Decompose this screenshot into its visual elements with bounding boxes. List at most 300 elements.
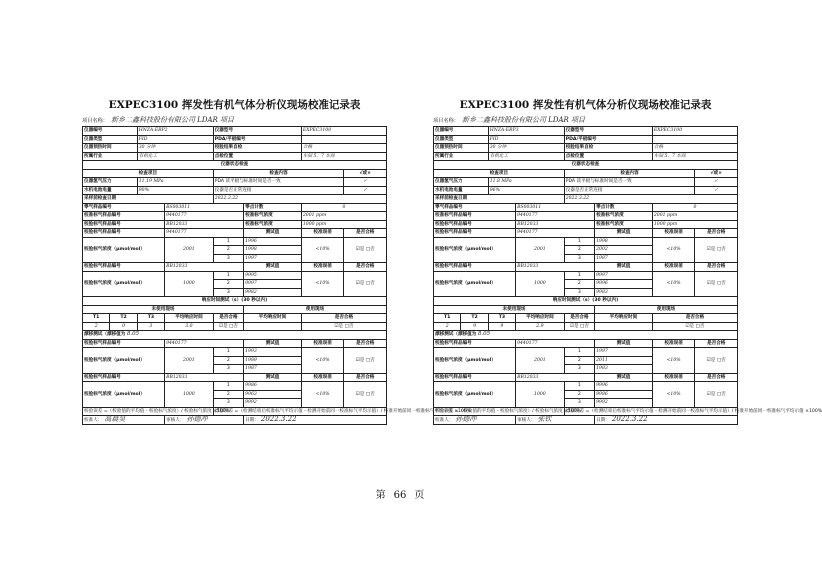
table-row — [434, 263, 738, 272]
field-value: 1000 ppm — [652, 220, 737, 229]
pass-checkbox: ☑是 □否 — [344, 348, 387, 374]
field-value: BS003011 — [165, 203, 244, 212]
resp-avg: 2.9 — [516, 322, 565, 331]
table-row — [83, 203, 387, 212]
resp-value — [595, 322, 653, 331]
resp-value: 0 — [110, 322, 137, 331]
drift-label: 漂移测试（漂移值为 — [435, 332, 477, 338]
project-value: 新乡二鑫科技股份有限公司 LDAR 项目 — [461, 116, 585, 124]
field-value: 9440177 — [516, 339, 595, 348]
drift-formula: 漂移误差 =（检测结束后校准标气平均示值 - 检测开始前同一校准标气平均示值）/ 校准开始前同一校准标气平均示值 ×100% — [565, 408, 822, 414]
field-label: 校验标气样品编号 — [83, 263, 165, 272]
table-row — [434, 152, 738, 161]
table-row — [434, 322, 738, 331]
table-row — [434, 135, 738, 144]
row-index: 1 — [213, 237, 243, 246]
field-value: 1000 — [165, 271, 214, 297]
measured-value: 1987 — [595, 254, 653, 263]
column-header: 检查项目 — [83, 169, 214, 178]
table-row — [83, 220, 387, 229]
error-value: <10% — [301, 271, 344, 297]
calibrator-signature: 孙德冲 — [455, 415, 477, 423]
column-header: 是否合格 — [652, 314, 737, 323]
calibrator-label: 校准人： — [84, 418, 103, 423]
measured-value: 9963 — [244, 390, 302, 399]
column-header: 检查内容 — [564, 169, 695, 178]
field-value: 96% — [488, 186, 564, 195]
field-value: 合格 — [301, 144, 386, 153]
date-cell — [244, 416, 387, 425]
column-header: 校准误差 — [301, 229, 344, 238]
table-row — [434, 407, 738, 416]
field-label: 仪器是否正常连接 — [564, 186, 695, 195]
field-value: BB12033 — [516, 373, 595, 382]
table-row — [83, 186, 387, 195]
drift-label: 漂移测试（漂移值为 — [84, 332, 126, 338]
row-index: 3 — [564, 399, 594, 408]
field-value: HNZA-EBP2 — [137, 127, 213, 136]
table-row — [434, 237, 738, 246]
row-index: 1 — [213, 271, 243, 280]
column-header: 校准误差 — [652, 263, 695, 272]
field-value: 合格 — [652, 144, 737, 153]
field-value: 2001 — [165, 348, 214, 374]
measured-value: 9996 — [595, 280, 653, 289]
table-row — [83, 331, 387, 340]
field-label: 所属行业 — [434, 152, 489, 161]
column-header: 校准误差 — [652, 339, 695, 348]
measured-value: 1993 — [244, 348, 302, 357]
field-value: 9440177 — [516, 212, 595, 221]
field-label: 校验标气浓度（μmol/mol） — [83, 382, 165, 408]
table-row — [83, 348, 387, 357]
measured-value: 9992 — [244, 399, 302, 408]
error-value: <10% — [301, 382, 344, 408]
table-row — [83, 169, 387, 178]
column-header: 校准误差 — [301, 263, 344, 272]
row-index: 2 — [213, 246, 243, 255]
reviewer-cell — [516, 416, 595, 425]
field-value: 2001 — [516, 237, 565, 263]
date-value: 2022.3.22 — [260, 415, 297, 423]
check-mark-icon: ✓ — [344, 178, 387, 187]
measured-value: 9986 — [244, 382, 302, 391]
row-index: 1 — [564, 348, 594, 357]
column-header: T1 — [83, 314, 110, 323]
field-label: 校验标气样品编号 — [434, 339, 516, 348]
row-index: 1 — [564, 237, 594, 246]
field-label: 仪器编号 — [83, 127, 138, 136]
pass-checkbox: ☑是 □否 — [652, 322, 737, 331]
field-value: 2022.3.22 — [564, 195, 737, 204]
calibrator-cell — [83, 416, 165, 425]
measured-value: 2002 — [595, 246, 653, 255]
column-header: 是否合格 — [695, 373, 738, 382]
field-label: 校验标气样品编号 — [83, 220, 165, 229]
table-row — [434, 348, 738, 357]
column-header: 测试值 — [595, 373, 653, 382]
page-prefix: 第 — [375, 490, 386, 501]
column-header: 测试值 — [244, 373, 302, 382]
calibration-sheet-1 — [82, 97, 472, 425]
field-label: 校准标气浓度 — [244, 220, 302, 229]
field-label: 校验标气浓度（μmol/mol） — [434, 348, 516, 374]
column-header: 平均响应时间 — [165, 314, 214, 323]
column-header: 平均响应时间 — [244, 314, 302, 323]
field-label: 校验标气样品编号 — [434, 229, 516, 238]
table-row — [83, 314, 387, 323]
measured-value: 9996 — [595, 382, 653, 391]
column-header: √或× — [695, 169, 738, 178]
field-label: 仪器氢气压力 — [434, 178, 489, 187]
table-row — [83, 373, 387, 382]
pass-checkbox: ☑是 □否 — [213, 322, 243, 331]
column-header: 平均响应时间 — [595, 314, 653, 323]
project-line — [433, 115, 738, 125]
table-row — [83, 212, 387, 221]
row-index: 2 — [564, 356, 594, 365]
table-row — [434, 382, 738, 391]
pass-checkbox: ☑是 □否 — [695, 271, 738, 297]
reviewer-signature: 孙德冲 — [186, 415, 208, 423]
row-index: 2 — [213, 280, 243, 289]
field-value: HNZA-EBP3 — [488, 127, 564, 136]
table-row — [434, 373, 738, 382]
field-label: PDA 读平板与标准时间是否一致 — [564, 178, 695, 187]
field-value: 0 — [652, 203, 737, 212]
row-index: 1 — [564, 382, 594, 391]
calibration-table — [433, 126, 822, 425]
field-value: BB12033 — [516, 220, 595, 229]
pass-checkbox: ☑是 □否 — [695, 348, 738, 374]
table-row — [434, 314, 738, 323]
table-row — [434, 178, 738, 187]
field-label: 仪器预热时间 — [83, 144, 138, 153]
check-formula: 校验误差 =（校验值的平均值 - 校验标气浓度）/ 校验标气浓度 ×100% — [84, 408, 231, 414]
field-value: 1000 — [516, 382, 565, 408]
date-value: 2022.3.22 — [611, 415, 648, 423]
column-header: 测试值 — [244, 229, 302, 238]
field-label: 校验标气样品编号 — [83, 373, 165, 382]
table-row — [434, 203, 738, 212]
row-index: 1 — [213, 348, 243, 357]
table-row — [83, 152, 387, 161]
row-index: 1 — [564, 271, 594, 280]
page-suffix: 页 — [414, 490, 425, 501]
column-header: 测试值 — [244, 339, 302, 348]
measured-value: 9982 — [244, 288, 302, 297]
column-header: 校准误差 — [652, 229, 695, 238]
error-value: <10% — [652, 382, 695, 408]
field-label: 校准标气浓度 — [244, 212, 302, 221]
field-label: 采样前检查日期 — [434, 195, 565, 204]
field-label: PDA 读平板与标准时间是否一致 — [213, 178, 344, 187]
column-header: T3 — [488, 314, 515, 323]
field-label: 校验标气样品编号 — [83, 339, 165, 348]
reviewer-label: 审核人： — [166, 418, 185, 423]
project-value: 新乡二鑫科技股份有限公司 LDAR 项目 — [110, 116, 234, 124]
project-line — [82, 115, 387, 125]
field-value: 2001 ppm — [301, 212, 386, 221]
column-header: 未使用现场 — [434, 305, 595, 314]
field-value: 9440177 — [516, 229, 595, 238]
field-label: 仪器氢气压力 — [83, 178, 138, 187]
column-header: 测试值 — [595, 339, 653, 348]
sheet-title: EXPEC3100 挥发性有机气体分析仪现场校准记录表 — [108, 99, 361, 111]
row-index: 2 — [564, 246, 594, 255]
measured-value: 1998 — [244, 246, 302, 255]
column-header: 测试值 — [244, 263, 302, 272]
field-label: 仪器类型 — [434, 135, 489, 144]
table-row — [434, 144, 738, 153]
field-label: 校准标气样品编号 — [83, 212, 165, 221]
calibration-table — [82, 126, 472, 425]
field-label: 校验标气浓度（μmol/mol） — [434, 271, 516, 297]
check-mark-icon: ✓ — [695, 178, 738, 187]
column-header: √或× — [344, 169, 387, 178]
resp-value: 2 — [434, 322, 461, 331]
field-label: 仪器型号 — [564, 127, 652, 136]
pass-checkbox: ☑是 □否 — [695, 237, 738, 263]
table-row — [83, 339, 387, 348]
reviewer-signature: 张钦 — [537, 415, 552, 423]
date-cell — [595, 416, 738, 425]
error-value: <10% — [652, 271, 695, 297]
row-index: 2 — [213, 390, 243, 399]
field-label: 校验结果自检 — [213, 144, 301, 153]
field-label: 零点计数 — [244, 203, 302, 212]
table-row — [83, 271, 387, 280]
calibrator-cell — [434, 416, 516, 425]
page-num: 66 — [393, 490, 407, 501]
column-header: T1 — [434, 314, 461, 323]
field-label: 仪器类型 — [83, 135, 138, 144]
table-row — [434, 229, 738, 238]
resp-value: 9 — [488, 322, 515, 331]
field-value: 1000 ppm — [301, 220, 386, 229]
field-value: 9440177 — [165, 339, 244, 348]
field-label: 点检位置 — [213, 152, 301, 161]
measured-value: 9995 — [244, 271, 302, 280]
table-row — [434, 169, 738, 178]
field-value — [652, 135, 737, 144]
column-header: T3 — [137, 314, 164, 323]
field-value: 2001 — [165, 237, 214, 263]
measured-value: 1997 — [244, 254, 302, 263]
table-row — [83, 237, 387, 246]
table-row — [83, 178, 387, 187]
drift-formula: 漂移误差 =（检测结束后校准标气平均示值 - 检测开始前同一校准标气平均示值）/ 校准开始前同一校准标气平均示值 ×100% — [214, 408, 472, 414]
project-label: 项目名称： — [82, 118, 108, 124]
column-header: 校准误差 — [301, 373, 344, 382]
column-header: 检查内容 — [213, 169, 344, 178]
column-header: 校准误差 — [652, 373, 695, 382]
table-row — [83, 407, 387, 416]
table-row — [83, 135, 387, 144]
column-header: 是否合格 — [695, 229, 738, 238]
field-value: FID — [137, 135, 213, 144]
row-index: 3 — [213, 365, 243, 374]
field-label: 校验标气浓度（μmol/mol） — [83, 237, 165, 263]
field-label: 校验标气样品编号 — [434, 263, 516, 272]
table-row — [83, 416, 387, 425]
table-row — [434, 339, 738, 348]
measured-value: 9992 — [595, 399, 653, 408]
column-header: 校准误差 — [301, 339, 344, 348]
field-value: 车间 5、7 车间 — [301, 152, 386, 161]
pass-checkbox: ☑是 □否 — [344, 382, 387, 408]
field-value: 2022.3.22 — [213, 195, 386, 204]
column-header: 是否合格 — [564, 314, 594, 323]
error-value: <10% — [301, 348, 344, 374]
column-header: 是否合格 — [344, 373, 387, 382]
table-row — [434, 297, 738, 306]
column-header: 平均响应时间 — [516, 314, 565, 323]
field-value: 1000 — [516, 271, 565, 297]
field-value: BB12033 — [165, 220, 244, 229]
field-label: 校验标气浓度（μmol/mol） — [434, 237, 516, 263]
section-header: 响应时间测试（s）(30 秒以内) — [434, 297, 738, 306]
column-header: 是否合格 — [695, 339, 738, 348]
field-label: 校验标气浓度（μmol/mol） — [83, 348, 165, 374]
field-value: 有机化工 — [488, 152, 564, 161]
section-header: 仪器状态检查 — [434, 161, 738, 170]
date-label: 日期： — [245, 418, 259, 423]
field-value: 30 分钟 — [137, 144, 213, 153]
pass-checkbox: ☑是 □否 — [344, 271, 387, 297]
table-row — [434, 416, 738, 425]
column-header: 使用现场 — [244, 305, 387, 314]
table-row — [434, 186, 738, 195]
table-row — [434, 331, 738, 340]
pass-checkbox: ☑是 □否 — [344, 237, 387, 263]
project-label: 项目名称： — [433, 118, 459, 124]
field-value: EXPEC3100 — [652, 127, 737, 136]
drift-value: 8.05 — [126, 331, 140, 338]
row-index: 2 — [564, 390, 594, 399]
table-row — [434, 195, 738, 204]
field-label: 零气样品编号 — [83, 203, 165, 212]
field-value: 11.19 MPa — [137, 178, 213, 187]
row-index: 3 — [213, 399, 243, 408]
row-index: 3 — [213, 254, 243, 263]
section-header: 仪器状态检查 — [83, 161, 387, 170]
row-index: 3 — [564, 365, 594, 374]
measured-value: 2011 — [595, 356, 653, 365]
field-value: 车间 5、7 车间 — [652, 152, 737, 161]
sheet-title: EXPEC3100 挥发性有机气体分析仪现场校准记录表 — [459, 99, 712, 111]
field-value: 0 — [301, 203, 386, 212]
field-value: BB12033 — [165, 373, 244, 382]
drift-value: 8.05 — [477, 331, 491, 338]
resp-value — [244, 322, 302, 331]
column-header: 是否合格 — [344, 339, 387, 348]
column-header: 是否合格 — [344, 263, 387, 272]
reviewer-cell — [165, 416, 244, 425]
field-label: 零气样品编号 — [434, 203, 516, 212]
row-index: 3 — [213, 288, 243, 297]
column-header: T2 — [461, 314, 488, 323]
table-row — [83, 297, 387, 306]
field-value: 2001 ppm — [652, 212, 737, 221]
field-label: 校验标气样品编号 — [83, 229, 165, 238]
table-row — [83, 229, 387, 238]
calibration-sheet-2 — [433, 97, 822, 425]
column-header: 是否合格 — [301, 314, 386, 323]
field-label: 校验标气浓度（μmol/mol） — [434, 382, 516, 408]
row-index: 1 — [213, 382, 243, 391]
table-row — [83, 144, 387, 153]
field-value: 9440177 — [165, 229, 244, 238]
measured-value: 9997 — [595, 271, 653, 280]
column-header: 测试值 — [595, 229, 653, 238]
error-value: <10% — [301, 237, 344, 263]
table-row — [83, 263, 387, 272]
row-index: 3 — [564, 254, 594, 263]
table-row — [434, 127, 738, 136]
field-value: BS003011 — [516, 203, 595, 212]
field-label: 仪器预热时间 — [434, 144, 489, 153]
measured-value: 1983 — [595, 365, 653, 374]
field-value: 9440177 — [165, 212, 244, 221]
resp-avg: 3.0 — [165, 322, 214, 331]
field-value: FID — [488, 135, 564, 144]
date-label: 日期： — [596, 418, 610, 423]
field-value — [301, 135, 386, 144]
field-value: 30 分钟 — [488, 144, 564, 153]
drift-header — [83, 331, 387, 340]
measured-value: 9997 — [244, 280, 302, 289]
field-label: 仪器型号 — [213, 127, 301, 136]
row-index: 2 — [213, 356, 243, 365]
field-label: 仪器是否正常连接 — [213, 186, 344, 195]
table-row — [434, 212, 738, 221]
table-row — [83, 195, 387, 204]
calibrator-label: 校准人： — [435, 418, 454, 423]
column-header: T2 — [110, 314, 137, 323]
table-row — [434, 161, 738, 170]
check-mark-icon: ✓ — [695, 186, 738, 195]
table-row — [83, 322, 387, 331]
measured-value: 9983 — [595, 288, 653, 297]
field-value: BB12033 — [165, 263, 244, 272]
field-label: 校准标气浓度 — [595, 220, 653, 229]
field-label: 校验标气样品编号 — [434, 373, 516, 382]
field-value: 2001 — [516, 348, 565, 374]
pass-checkbox: ☑是 □否 — [301, 322, 386, 331]
field-label: 点检位置 — [564, 152, 652, 161]
column-header: 是否合格 — [695, 263, 738, 272]
field-label: PDA/平板编号 — [213, 135, 301, 144]
column-header: 是否合格 — [344, 229, 387, 238]
check-mark-icon: ✓ — [344, 186, 387, 195]
field-label: 零点计数 — [595, 203, 653, 212]
column-header: 检查项目 — [434, 169, 565, 178]
measured-value: 1989 — [244, 356, 302, 365]
pass-checkbox: ☑是 □否 — [564, 322, 594, 331]
field-label: 仪器编号 — [434, 127, 489, 136]
resp-value: 2 — [83, 322, 110, 331]
column-header: 测试值 — [595, 263, 653, 272]
field-value: 有机化工 — [137, 152, 213, 161]
table-row — [434, 271, 738, 280]
field-label: 水机电池电量 — [434, 186, 489, 195]
table-row — [434, 220, 738, 229]
measured-value: 1996 — [244, 237, 302, 246]
field-value: 90% — [137, 186, 213, 195]
measured-value: 1998 — [595, 237, 653, 246]
measured-value: 1987 — [244, 365, 302, 374]
